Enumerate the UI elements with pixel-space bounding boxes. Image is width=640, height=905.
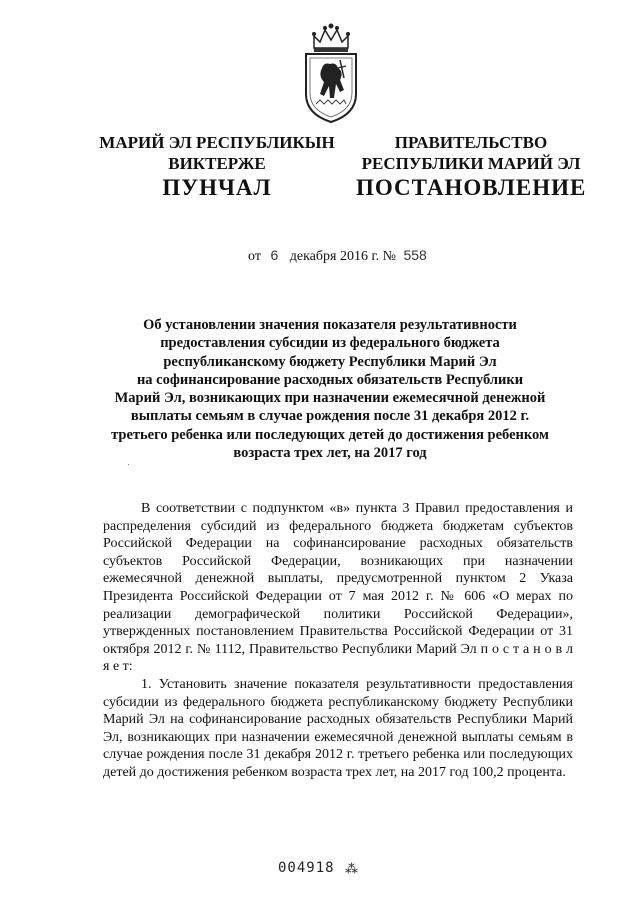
coat-of-arms-emblem xyxy=(300,22,362,126)
body-paragraph-clause-1: 1. Установить значение показателя результативности предоставления субсидии из федерального бюджета республиканскому бюджету Республики Марий Эл на софинансирование расходных обязательств Республики Марий Эл, возникающих при назначении ежемесячной денежной выплаты семьям в случае рождения после 31 декабря 2012 г. третьего ребенка или последующих детей до достижения ребенком возраста трех лет, на 2017 год 100,2 процента. xyxy=(103,676,573,780)
document-number: 558 xyxy=(403,247,427,263)
date-day: 6 xyxy=(270,247,279,263)
subject-line: третьего ребенка или последующих детей до достижения ребенком xyxy=(111,426,549,443)
header-left-block xyxy=(92,132,342,174)
scan-speck xyxy=(128,464,129,465)
body-paragraph-preamble: В соответствии с подпунктом «в» пункта 3 Правил предоставления и распределения субсидий из федерального бюджета бюджетам субъектов Российской Федерации на софинансирование расходных обязательств субъектов Российской Федерации, возникающих при назначении ежемесячной денежной выплаты, предусмотренной пунктом 2 Указа Президента Российской Федерации от 7 мая 2012 г. № 606 «О мерах по реализации демографической политики Российской Федерации», утвержденных постановлением Правительства Российской Федерации от 31 октября 2012 г. № 1112, Правительство Республики Марий Эл п о с т а н о в л я е т: xyxy=(103,501,573,675)
header-left-line2: ВИКТЕРЖЕ xyxy=(168,154,266,173)
header-right-line2: РЕСПУБЛИКИ МАРИЙ ЭЛ xyxy=(361,154,581,173)
document-subject xyxy=(100,316,560,462)
date-month-year: декабря 2016 г. № xyxy=(289,249,396,264)
footer-mark: ⁂ xyxy=(345,861,358,876)
subject-line: Об установлении значения показателя результативности xyxy=(143,317,517,333)
header-left-line1: МАРИЙ ЭЛ РЕСПУБЛИКЫН xyxy=(99,133,335,152)
document-body xyxy=(103,500,573,782)
subject-line: выплаты семьям в случае рождения после 31 декабря 2012 г. xyxy=(130,408,530,425)
document-type-mari: ПУНЧАЛ xyxy=(162,175,272,200)
subject-line: республиканскому бюджету Республики Марий Эл xyxy=(163,353,497,370)
date-line xyxy=(248,247,427,265)
subject-line: возраста трех лет, на 2017 год xyxy=(233,445,427,462)
subject-line: на софинансирование расходных обязательств Республики xyxy=(136,371,524,388)
header-right-block xyxy=(356,132,586,174)
date-prefix: от xyxy=(248,249,261,264)
header-right-line1: ПРАВИТЕЛЬСТВО xyxy=(394,133,548,152)
form-serial-number: 004918 xyxy=(278,860,335,876)
subject-line: Марий Эл, возникающих при назначении ежемесячной денежной xyxy=(114,390,546,407)
subject-line: предоставления субсидии из федерального бюджета xyxy=(160,335,500,352)
document-type-russian: ПОСТАНОВЛЕНИЕ xyxy=(356,175,587,200)
